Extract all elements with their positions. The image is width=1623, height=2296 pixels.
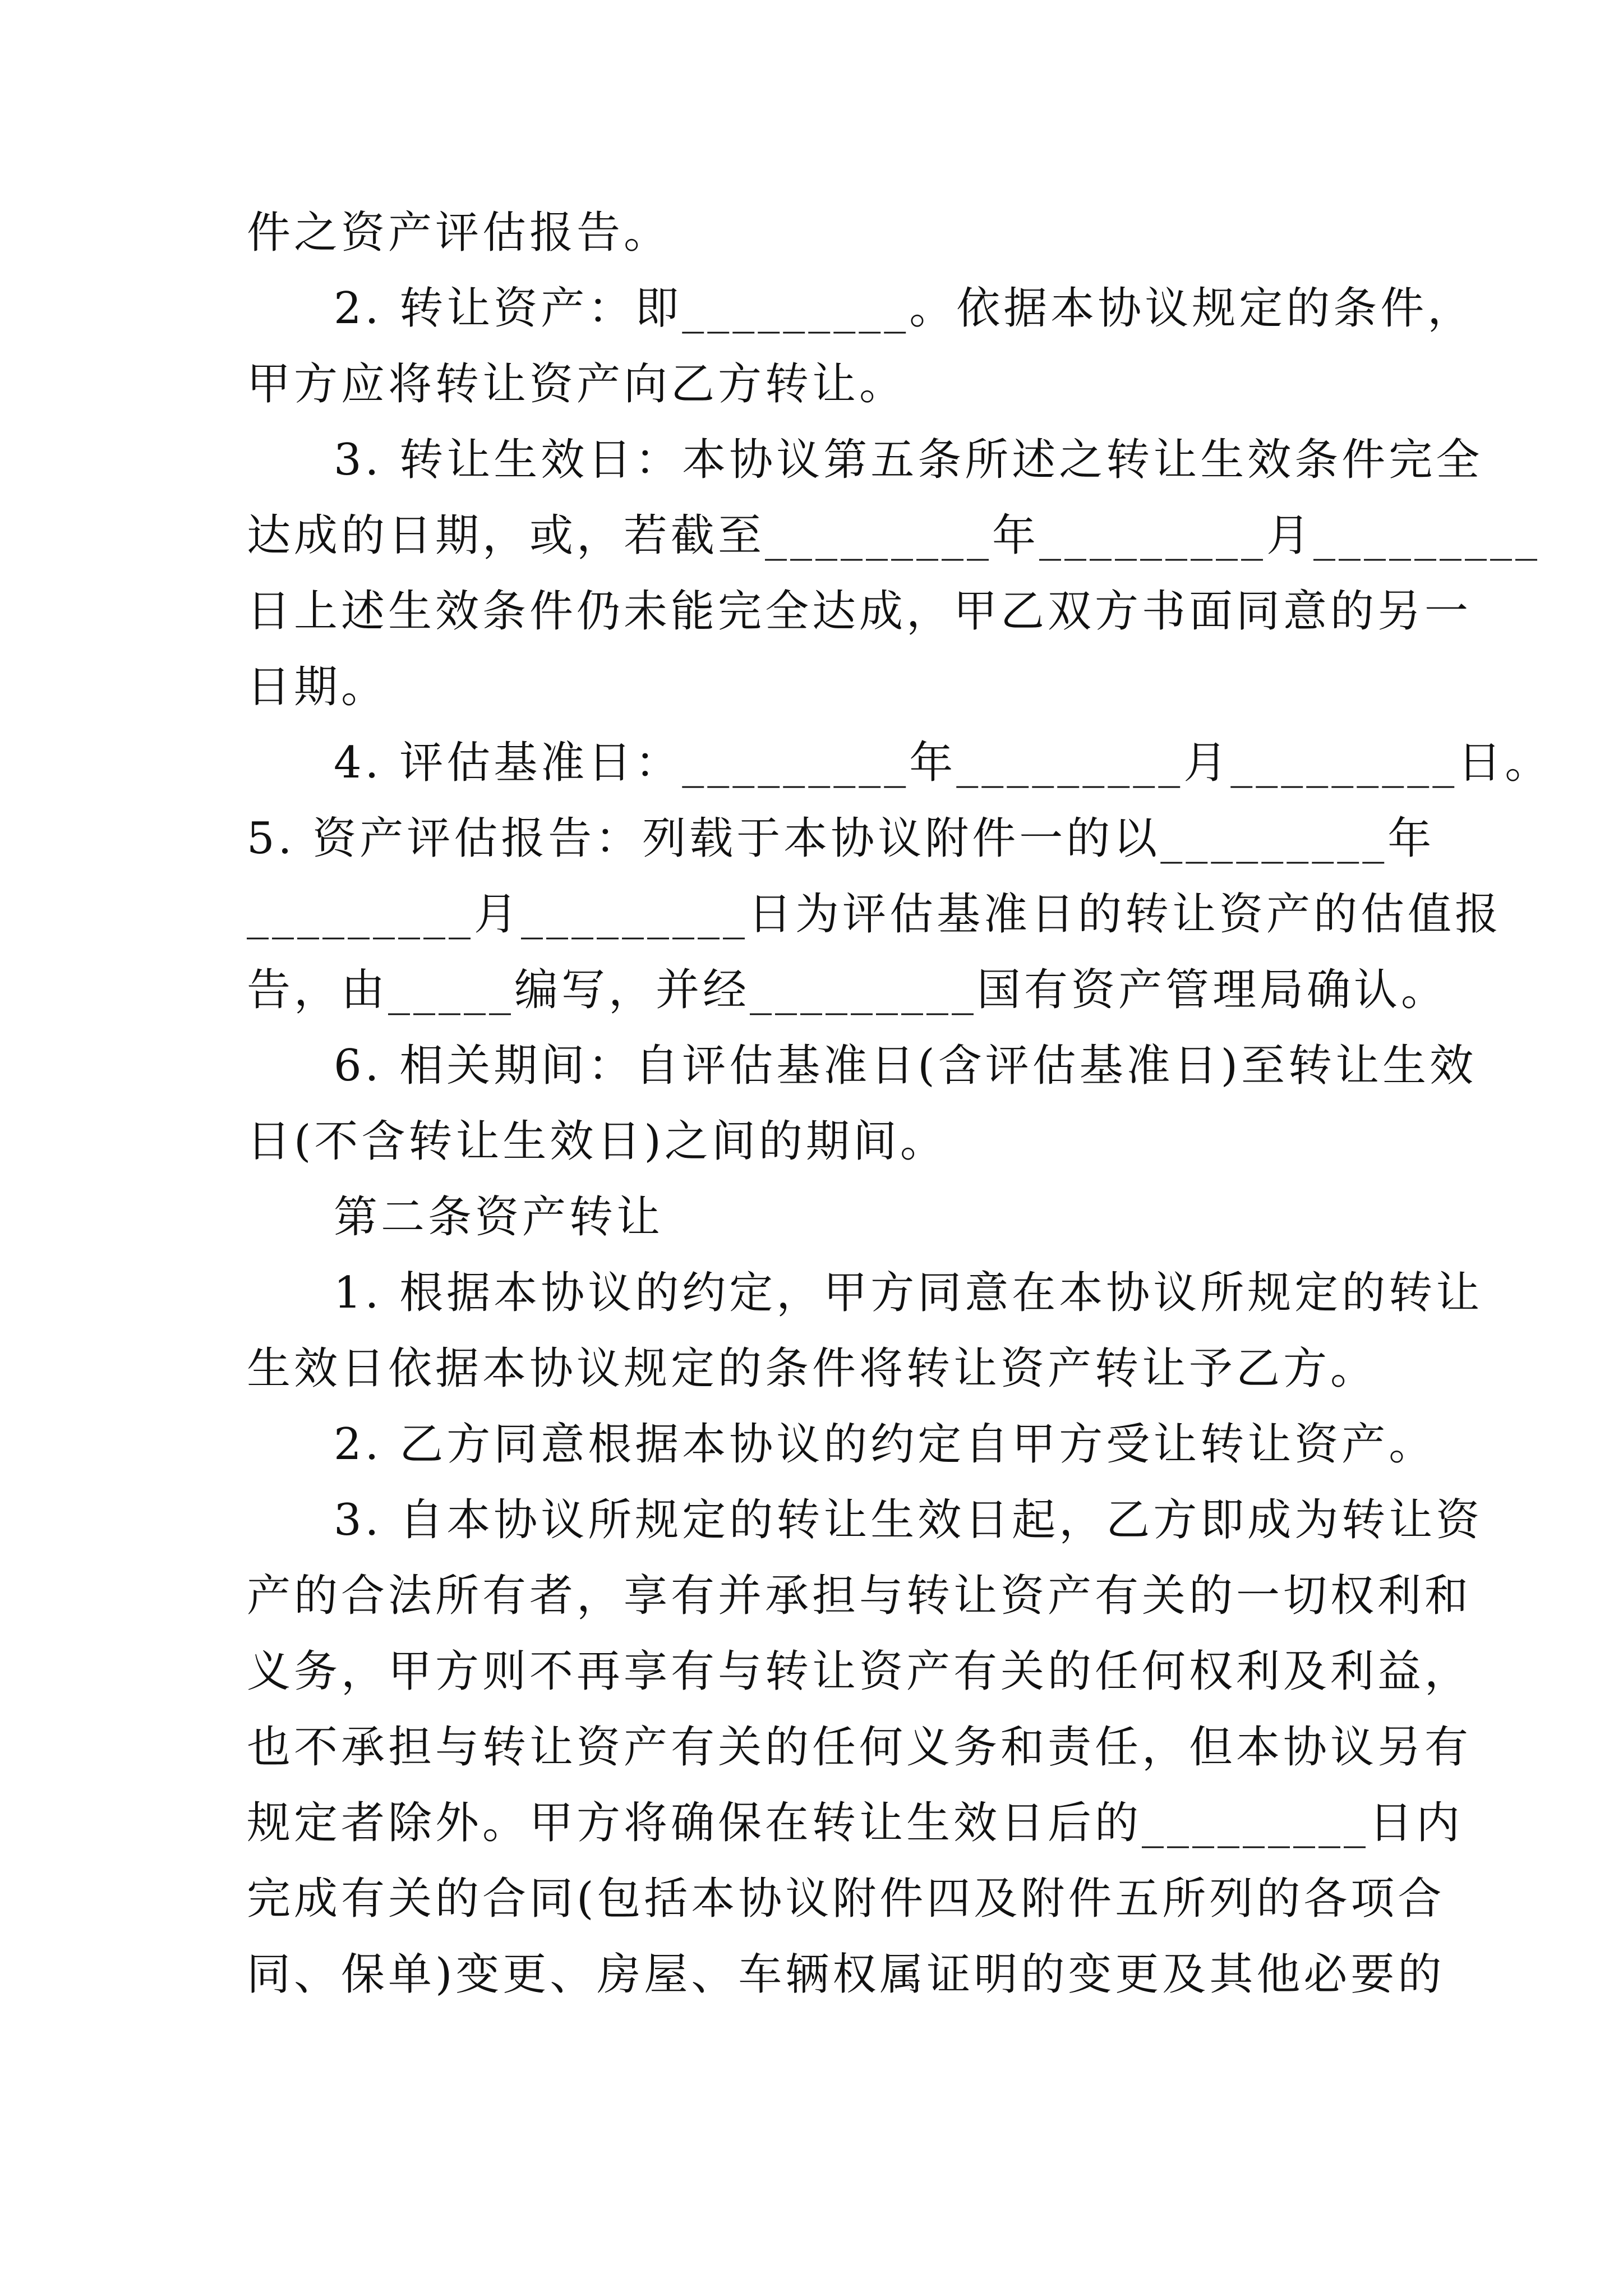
text-line: 也不承担与转让资产有关的任何义务和责任，但本协议另有 — [247, 1722, 1472, 1773]
text-line: 日(不含转让生效日)之间的期间。 — [247, 1116, 947, 1167]
text-line: 4. 评估基准日：_________年_________月_________日。 — [334, 738, 1552, 788]
text-line: 生效日依据本协议规定的条件将转让资产转让予乙方。 — [247, 1343, 1378, 1394]
text-line: 同、保单)变更、房屋、车辆权属证明的变更及其他必要的 — [247, 1949, 1445, 2000]
text-line: _________月_________日为评估基准日的转让资产的估值报 — [247, 889, 1502, 940]
text-line: 义务，甲方则不再享有与转让资产有关的任何权利及利益， — [247, 1646, 1472, 1697]
text-line: 甲方应将转让资产向乙方转让。 — [247, 359, 907, 409]
text-line: 告，由_____编写，并经_________国有资产管理局确认。 — [247, 965, 1449, 1015]
text-line: 达成的日期，或，若截至_________年_________月_________ — [247, 510, 1541, 561]
text-line: 6. 相关期间：自评估基准日(含评估基准日)至转让生效 — [334, 1041, 1477, 1091]
text-line: 日期。 — [247, 662, 389, 712]
text-line: 产的合法所有者，享有并承担与转让资产有关的一切权利和 — [247, 1571, 1472, 1621]
text-line: 3. 自本协议所规定的转让生效日起，乙方即成为转让资 — [334, 1495, 1483, 1545]
text-line: 件之资产评估报告。 — [247, 208, 671, 258]
text-line: 3. 转让生效日：本协议第五条所述之转让生效条件完全 — [334, 435, 1483, 485]
text-line: 2. 转让资产：即_________。依据本协议规定的条件， — [334, 283, 1475, 334]
text-line: 2. 乙方同意根据本协议的约定自甲方受让转让资产。 — [334, 1419, 1436, 1470]
text-line: 完成有关的合同(包括本协议附件四及附件五所列的各项合 — [247, 1874, 1445, 1924]
section-heading: 第二条资产转让 — [334, 1192, 664, 1243]
text-line: 1. 根据本协议的约定，甲方同意在本协议所规定的转让 — [334, 1268, 1483, 1318]
text-line: 日上述生效条件仍未能完全达成，甲乙双方书面同意的另一 — [247, 586, 1472, 637]
text-line: 规定者除外。甲方将确保在转让生效日后的_________日内 — [247, 1798, 1464, 1848]
text-line: 5. 资产评估报告：列载于本协议附件一的以_________年 — [247, 813, 1435, 864]
